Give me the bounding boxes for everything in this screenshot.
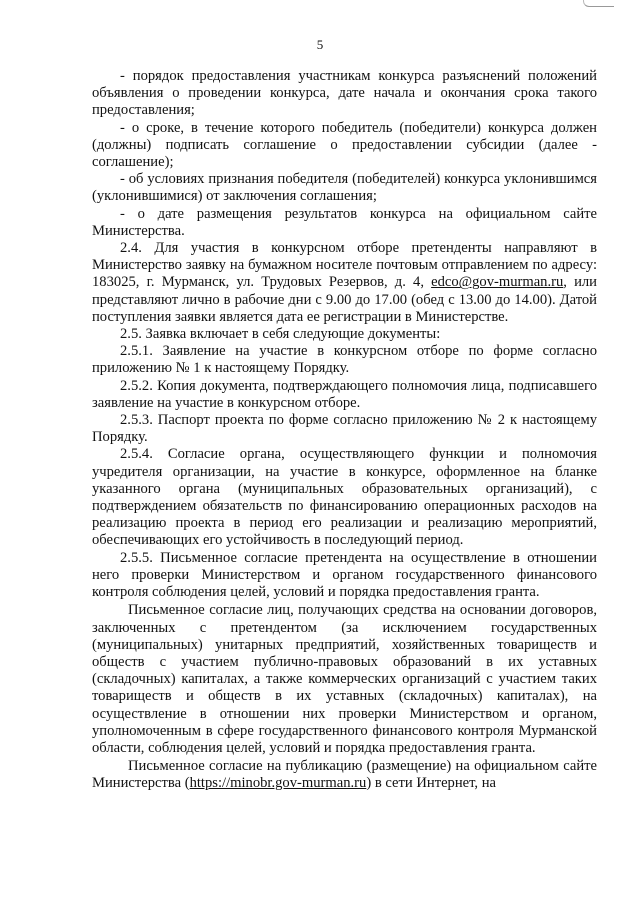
document-body — [92, 68, 597, 793]
paragraph-1: - порядок предоставления участникам конкурса разъяснений положений объявления о проведении конкурса, дате начала и окончания срока такого предоставления; — [92, 68, 597, 119]
paragraph-2-5: 2.5. Заявка включает в себя следующие документы: — [120, 326, 441, 343]
paragraph-3: - об условиях признания победителя (победителей) конкурса уклонившимся (уклонившимися) от заключения соглашения; — [92, 171, 597, 205]
paragraph-2: - о сроке, в течение которого победитель (победители) конкурса должен (должны) подписать соглашение о предоставлении субсидии (далее - соглашение); — [92, 119, 597, 171]
paragraph-written-consent-persons: Письменное согласие лиц, получающих средства на основании договоров, заключенных с претендентом (за исключением государственных (муниципальных) унитарных предприятий, хозяйственных товариществ и обществ с участием публично-правовых образований в их уставных (складочных) капиталах, а также коммерческих организаций с участием таких товариществ и обществ в их уставных (складочных) капиталах), на осуществление в отношении них проверки Министерством и органом, уполномоченным в сфере государственного финансового контроля Мурманской области, соблюдения целей, условий и порядка предоставления гранта. — [92, 602, 597, 756]
paragraph-2-4-tail: , или представляют лично в рабочие дни с 9.00 до 17.00 (обед с 13.00 до 14.00). Датой поступления заявки является дата ее регистрации в Министерстве. — [92, 274, 597, 325]
page-corner-mark — [583, 0, 614, 7]
paragraph-publication-tail: ) в сети Интернет, на — [366, 775, 496, 792]
paragraph-2-5-1: 2.5.1. Заявление на участие в конкурсном отборе по форме согласно приложению № 1 к настоящему Порядку. — [92, 343, 597, 377]
paragraph-2-5-3: 2.5.3. Паспорт проекта по форме согласно приложению № 2 к настоящему Порядку. — [92, 412, 597, 446]
website-link[interactable]: https://minobr.gov-murman.ru — [189, 775, 367, 792]
paragraph-2-4 — [92, 240, 597, 326]
paragraph-4: - о дате размещения результатов конкурса на официальном сайте Министерства. — [92, 205, 597, 239]
paragraph-2-5-5: 2.5.5. Письменное согласие претендента на осуществление в отношении него проверки Министерством и органом государственного финансового контроля соблюдения целей, условий и порядка предоставления гранта. — [92, 549, 597, 601]
email-link[interactable]: edco@gov-murman.ru — [431, 274, 564, 291]
paragraph-2-5-4: 2.5.4. Согласие органа, осуществляющего функции и полномочия учредителя организации, на участие в конкурсе, оформленное на бланке указанного органа (муниципальных образовательных организаций), с подтверждением обязательств по финансированию операционных расходов на реализацию проекта в период его реализации и реализацию мероприятий, обеспечивающих его устойчивость в последующий период. — [92, 446, 597, 549]
paragraph-publication-text: Письменное согласие на публикацию (размещение) на официальном сайте Министерства ( — [92, 758, 597, 792]
paragraph-2-4-text: 2.4. Для участия в конкурсном отборе претенденты направляют в Министерство заявку на бумажном носителе почтовым отправлением по адресу: 183025, г. Мурманск, ул. Трудовых Резервов, д. 4, — [92, 240, 597, 291]
paragraph-2-5-2: 2.5.2. Копия документа, подтверждающего полномочия лица, подписавшего заявление на участие в конкурсном отборе. — [92, 377, 597, 411]
page-number: 5 — [316, 37, 324, 52]
paragraph-written-consent-publication — [92, 758, 597, 792]
